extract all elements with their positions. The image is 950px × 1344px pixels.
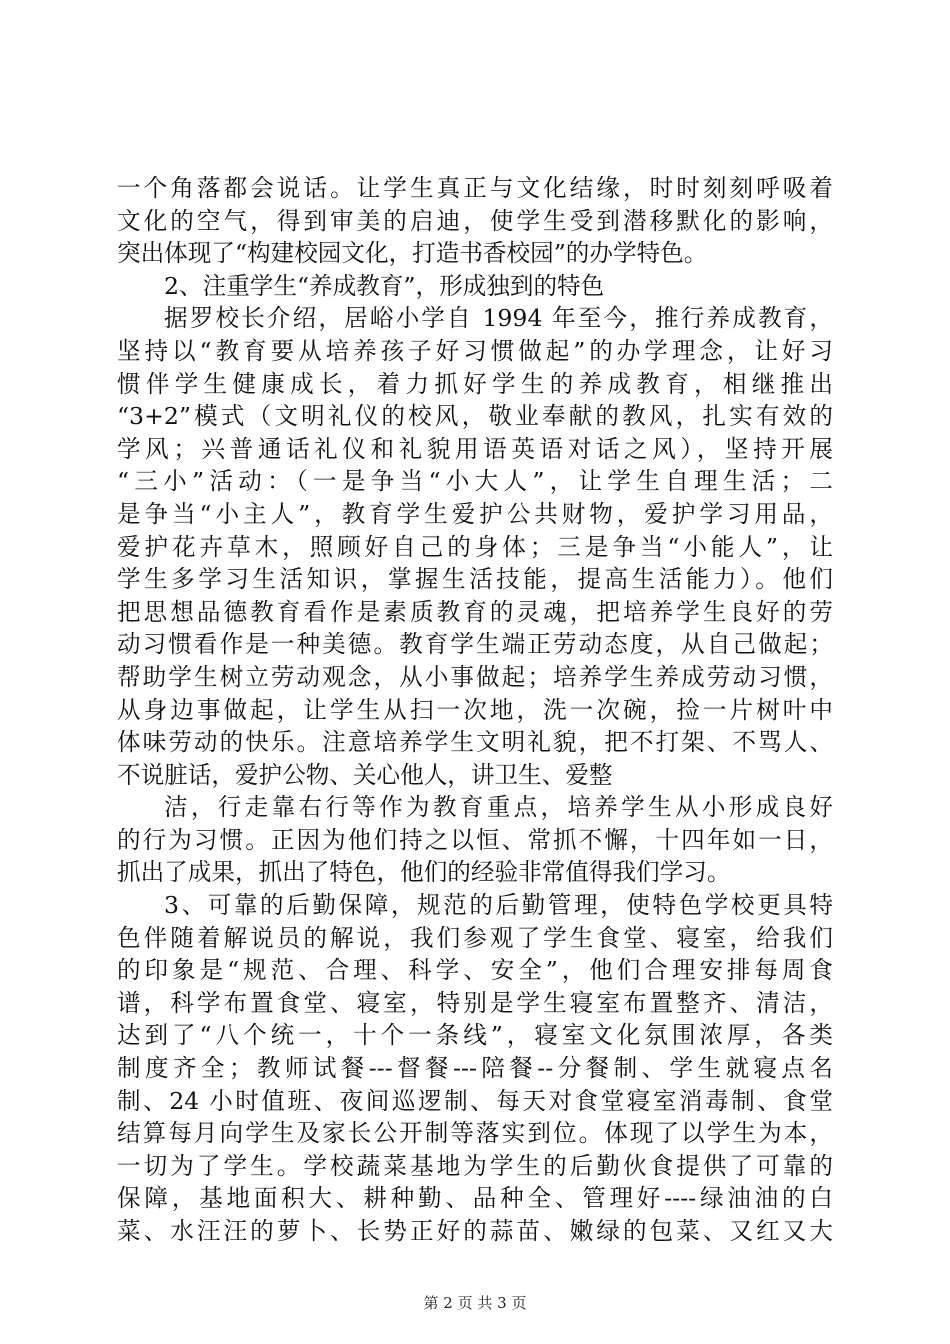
document-body [117, 172, 833, 1248]
text-line: 把思想品德教育看作是素质教育的灵魂，把培养学生良好的劳 [117, 597, 833, 626]
text-line: 抓出了成果，抓出了特色，他们的经验非常值得我们学习。 [117, 858, 731, 887]
text-line: 达到了“八个统一，十个一条线”，寝室文化氛围浓厚，各类 [117, 1021, 833, 1050]
text-line: 突出体现了“构建校园文化，打造书香校园”的办学特色。 [117, 239, 708, 268]
text-line: 3、可靠的后勤保障，规范的后勤管理，使特色学校更具特 [164, 891, 833, 920]
text-line: 帮助学生树立劳动观念，从小事做起；培养学生养成劳动习惯， [117, 662, 833, 691]
text-line: 制、24 小时值班、夜间巡逻制、每天对食堂寝室消毒制、食堂 [117, 1086, 833, 1115]
text-line: 谱，科学布置食堂、寝室，特别是学生寝室布置整齐、清洁， [117, 988, 833, 1017]
text-line: 据罗校长介绍，居峪小学自 1994 年至今，推行养成教育， [164, 304, 833, 333]
text-line: 2、注重学生“养成教育”，形成独到的特色 [164, 271, 605, 300]
text-line: 洁，行走靠右行等作为教育重点，培养学生从小形成良好 [164, 793, 833, 822]
text-line: 惯伴学生健康成长，着力抓好学生的养成教育，相继推出 [117, 369, 833, 398]
text-line: 一切为了学生。学校蔬菜基地为学生的后勤伙食提供了可靠的 [117, 1151, 833, 1180]
text-line: 学风；兴普通话礼仪和礼貌用语英语对话之风），坚持开展 [117, 434, 833, 463]
text-line: 结算每月向学生及家长公开制等落实到位。体现了以学生为本， [117, 1119, 833, 1148]
text-line: 从身边事做起，让学生从扫一次地，洗一次碗，捡一片树叶中 [117, 695, 833, 724]
page-number-footer: 第 2 页 共 3 页 [423, 1294, 527, 1312]
text-line: 制度齐全；教师试餐---督餐---陪餐--分餐制、学生就寝点名 [117, 1054, 833, 1083]
text-line: 文化的空气，得到审美的启迪，使学生受到潜移默化的影响， [117, 206, 833, 235]
text-line: 动习惯看作是一种美德。教育学生端正劳动态度，从自己做起； [117, 630, 833, 659]
text-line: 菜、水汪汪的萝卜、长势正好的蒜苗、嫩绿的包菜、又红又大 [117, 1217, 833, 1245]
text-line: 爱护花卉草木，照顾好自己的身体；三是争当“小能人”，让 [117, 532, 833, 561]
text-line: 一个角落都会说话。让学生真正与文化结缘，时时刻刻呼吸着 [117, 174, 833, 202]
text-line: 不说脏话，爱护公物、关心他人，讲卫生、爱整 [117, 760, 613, 789]
text-line: 色伴随着解说员的解说，我们参观了学生食堂、寝室，给我们 [117, 923, 833, 952]
text-line: 是争当“小主人”，教育学生爱护公共财物，爱护学习用品， [117, 499, 833, 528]
text-line: “三小”活动：（一是争当“小大人”，让学生自理生活；二 [117, 467, 833, 496]
text-line: 的印象是“规范、合理、科学、安全”，他们合理安排每周食 [117, 956, 833, 985]
text-line: 的行为习惯。正因为他们持之以恒、常抓不懈，十四年如一日， [117, 825, 833, 854]
text-line: “3+2”模式（文明礼仪的校风，敬业奉献的教风，扎实有效的 [117, 402, 833, 431]
text-line: 体味劳动的快乐。注意培养学生文明礼貌，把不打架、不骂人、 [117, 728, 833, 757]
text-line: 保障，基地面积大、耕种勤、品种全、管理好----绿油油的白 [117, 1184, 833, 1213]
text-line: 学生多学习生活知识，掌握生活技能，提高生活能力）。他们 [117, 565, 833, 594]
text-line: 坚持以“教育要从培养孩子好习惯做起”的办学理念，让好习 [117, 336, 833, 365]
